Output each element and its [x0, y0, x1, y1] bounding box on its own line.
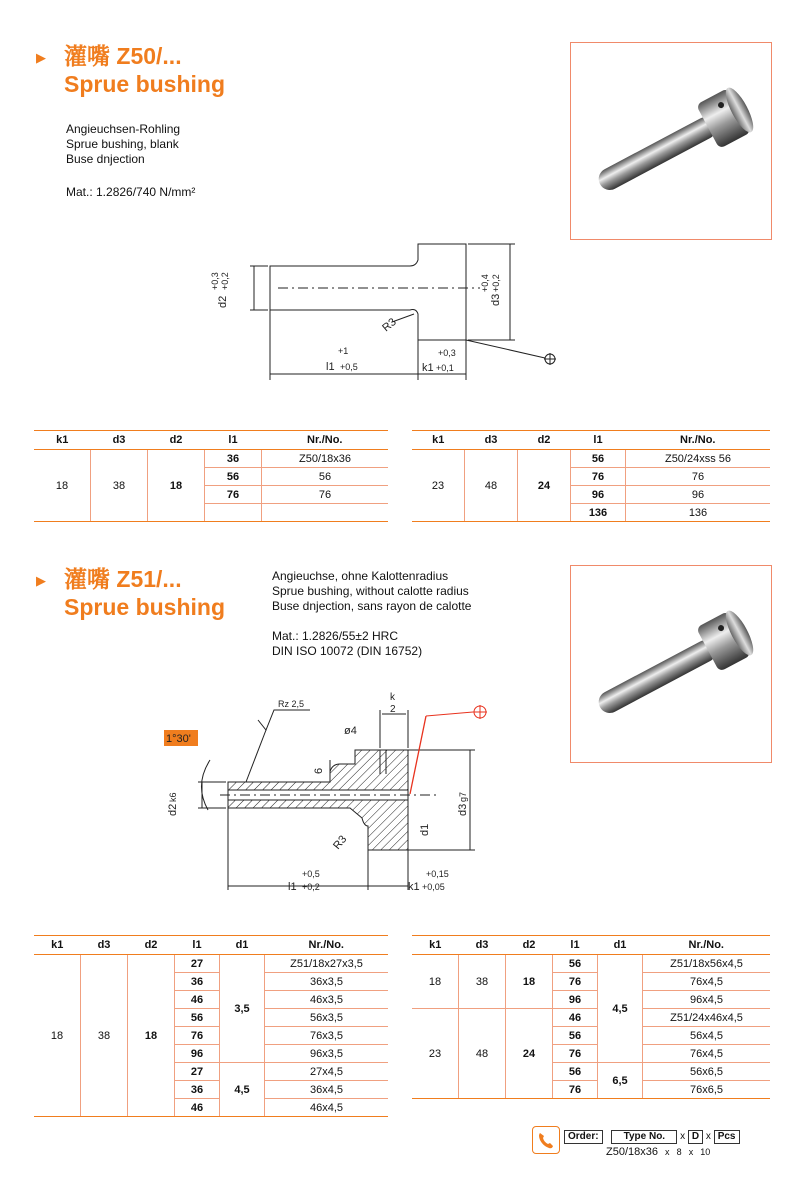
- order-d: D: [688, 1130, 703, 1144]
- dim-d2-tol-bot: +0,2: [220, 272, 230, 290]
- col-d1: d1: [220, 936, 265, 955]
- cell-d2: 18: [128, 955, 175, 1117]
- cell-nr: 36x3,5: [265, 973, 389, 991]
- cell-nr: Z50/18x36: [262, 450, 389, 468]
- technical-drawing-z50: [190, 230, 570, 390]
- dim-d1: d1: [419, 823, 431, 836]
- mat-line: Mat.: 1.2826/55±2 HRC: [272, 629, 398, 643]
- section2-material: [272, 629, 422, 659]
- cell-d1: 6,5: [598, 1063, 643, 1099]
- cell-nr: 76x3,5: [265, 1027, 389, 1045]
- cell-k1: 18: [412, 955, 459, 1009]
- cell-nr: 56x3,5: [265, 1009, 389, 1027]
- col-nr: Nr./No.: [626, 431, 771, 450]
- col-k1: k1: [412, 431, 465, 450]
- order-example-d: 8: [676, 1147, 682, 1157]
- cell-l1: 76: [205, 486, 262, 504]
- order-type-no: Type No.: [611, 1130, 677, 1144]
- section2-title-cn: 灌嘴 Z51/...: [64, 566, 182, 592]
- product-photo-z51: [570, 565, 772, 763]
- col-k1: k1: [412, 936, 459, 955]
- cell-l1: 56: [553, 1063, 598, 1081]
- cell-nr: [262, 504, 389, 522]
- desc-line: Sprue bushing, without calotte radius: [272, 584, 469, 598]
- cell-l1: 56: [571, 450, 626, 468]
- cell-nr: Z51/18x56x4,5: [643, 955, 771, 973]
- cell-nr: 76: [262, 486, 389, 504]
- cell-k1: 23: [412, 450, 465, 522]
- cell-l1: 46: [553, 1009, 598, 1027]
- order-x: x: [665, 1147, 670, 1157]
- cell-d1: 4,5: [220, 1063, 265, 1117]
- cell-nr: 76x6,5: [643, 1081, 771, 1099]
- dim-two: 2: [390, 704, 396, 715]
- cell-l1: 56: [553, 1027, 598, 1045]
- cell-nr: 46x3,5: [265, 991, 389, 1009]
- cell-d2: 24: [506, 1009, 553, 1099]
- dim-d3: d3: [457, 803, 469, 816]
- col-l1: l1: [571, 431, 626, 450]
- dim-d2: d2: [217, 295, 229, 308]
- technical-drawing-z51: [150, 690, 500, 905]
- section2-title-en: Sprue bushing: [64, 594, 225, 620]
- section1-title-cn: 灌嘴 Z50/...: [64, 43, 182, 69]
- col-d2: d2: [518, 431, 571, 450]
- section1-title-en: Sprue bushing: [64, 71, 225, 97]
- order-label: Order:: [564, 1130, 603, 1144]
- col-d2: d2: [506, 936, 553, 955]
- dim-k1-tol-top: +0,15: [426, 869, 449, 879]
- section2-description: [272, 569, 471, 614]
- col-d3: d3: [81, 936, 128, 955]
- dim-d3-tol-top: +0,4: [480, 274, 490, 292]
- cell-k1: 18: [34, 450, 91, 522]
- col-k1: k1: [34, 431, 91, 450]
- table-z51-right: [412, 935, 770, 1099]
- cell-l1: 27: [175, 955, 220, 973]
- col-l1: l1: [205, 431, 262, 450]
- desc-line: Buse dnjection, sans rayon de calotte: [272, 599, 472, 613]
- cell-d2: 18: [506, 955, 553, 1009]
- cell-l1: [205, 504, 262, 522]
- order-example-type: Z50/18x36: [606, 1146, 658, 1158]
- cell-nr: 76x4,5: [643, 1045, 771, 1063]
- phone-order-icon: [532, 1126, 560, 1154]
- cell-nr: 46x4,5: [265, 1099, 389, 1117]
- cell-nr: 96x3,5: [265, 1045, 389, 1063]
- col-k1: k1: [34, 936, 81, 955]
- dim-r3: R3: [380, 316, 399, 335]
- order-x: x: [688, 1147, 694, 1157]
- dim-l1: l1: [326, 361, 335, 373]
- cell-l1: 96: [175, 1045, 220, 1063]
- cell-nr: 76: [626, 468, 771, 486]
- cell-k1: 23: [412, 1009, 459, 1099]
- section1-description: [66, 122, 180, 167]
- col-nr: Nr./No.: [262, 431, 389, 450]
- cell-d3: 48: [459, 1009, 506, 1099]
- dim-k1-tol-bot: +0,05: [422, 882, 445, 892]
- col-d1: d1: [598, 936, 643, 955]
- cell-l1: 136: [571, 504, 626, 522]
- cell-l1: 76: [553, 1045, 598, 1063]
- cell-nr: 96: [626, 486, 771, 504]
- cell-d3: 38: [91, 450, 148, 522]
- table-z50-left: [34, 430, 388, 522]
- cell-l1: 46: [175, 991, 220, 1009]
- dim-k1: k1: [422, 362, 434, 374]
- col-d2: d2: [128, 936, 175, 955]
- dim-k: k: [390, 692, 395, 703]
- dim-phi4: ø4: [344, 725, 357, 737]
- section-marker-icon: ▶: [36, 573, 46, 588]
- cell-d3: 38: [459, 955, 506, 1009]
- desc-line: Angieuchse, ohne Kalottenradius: [272, 569, 449, 583]
- cell-l1: 27: [175, 1063, 220, 1081]
- table-z50-right: [412, 430, 770, 522]
- cell-nr: Z51/18x27x3,5: [265, 955, 389, 973]
- cell-d1: 3,5: [220, 955, 265, 1063]
- col-d3: d3: [459, 936, 506, 955]
- cell-k1: 18: [34, 955, 81, 1117]
- section-marker-icon: ▶: [36, 50, 46, 65]
- cell-l1: 76: [175, 1027, 220, 1045]
- col-nr: Nr./No.: [265, 936, 389, 955]
- col-d2: d2: [148, 431, 205, 450]
- cell-d2: 18: [148, 450, 205, 522]
- cell-nr: 27x4,5: [265, 1063, 389, 1081]
- dim-k1-tol-top: +0,3: [438, 348, 456, 358]
- order-x: x: [705, 1131, 711, 1142]
- section1-material: Mat.: 1.2826/740 N/mm²: [66, 185, 196, 199]
- order-x: x: [680, 1131, 686, 1142]
- cell-l1: 46: [175, 1099, 220, 1117]
- col-nr: Nr./No.: [643, 936, 771, 955]
- dim-d2: d2: [167, 803, 179, 816]
- cell-d3: 48: [465, 450, 518, 522]
- cell-l1: 76: [571, 468, 626, 486]
- desc-line: Buse dnjection: [66, 152, 145, 166]
- col-l1: l1: [553, 936, 598, 955]
- desc-line: Sprue bushing, blank: [66, 137, 179, 151]
- dim-r3: R3: [331, 833, 350, 852]
- col-d3: d3: [91, 431, 148, 450]
- order-example: [606, 1146, 710, 1158]
- cell-nr: 56x6,5: [643, 1063, 771, 1081]
- cell-l1: 56: [175, 1009, 220, 1027]
- order-header: [564, 1130, 740, 1144]
- dim-l1: l1: [288, 881, 297, 893]
- dim-six: 6: [313, 767, 325, 774]
- cell-d2: 24: [518, 450, 571, 522]
- col-d3: d3: [465, 431, 518, 450]
- cell-l1: 76: [553, 973, 598, 991]
- dim-d3: d3: [490, 293, 502, 306]
- cell-l1: 96: [553, 991, 598, 1009]
- cell-nr: Z51/24x46x4,5: [643, 1009, 771, 1027]
- order-example-pcs: 10: [700, 1147, 711, 1157]
- dim-d3-tol-bot: +0,2: [491, 274, 501, 292]
- cell-l1: 96: [571, 486, 626, 504]
- cell-nr: 96x4,5: [643, 991, 771, 1009]
- dim-l1-tol-bot: +0,2: [302, 882, 320, 892]
- cell-d1: 4,5: [598, 955, 643, 1063]
- order-pcs: Pcs: [714, 1130, 740, 1144]
- cell-nr: 36x4,5: [265, 1081, 389, 1099]
- cell-nr: 56: [262, 468, 389, 486]
- cell-nr: 136: [626, 504, 771, 522]
- dim-rz: Rz 2,5: [278, 699, 305, 709]
- cell-d3: 38: [81, 955, 128, 1117]
- dim-k1-tol-bot: +0,1: [436, 363, 454, 373]
- dim-d2-tol-top: +0,3: [210, 272, 220, 290]
- dim-angle: 1°30': [166, 733, 191, 745]
- desc-line: Angieuchsen-Rohling: [66, 122, 181, 136]
- cell-l1: 36: [175, 1081, 220, 1099]
- dim-d3-tol: g7: [458, 791, 468, 802]
- mat-line: DIN ISO 10072 (DIN 16752): [272, 644, 423, 658]
- dim-l1-tol-top: +1: [338, 346, 349, 356]
- cell-l1: 76: [553, 1081, 598, 1099]
- col-l1: l1: [175, 936, 220, 955]
- cell-l1: 36: [175, 973, 220, 991]
- dim-l1-tol-top: +0,5: [302, 869, 320, 879]
- dim-l1-tol-bot: +0,5: [340, 362, 358, 372]
- cell-nr: 56x4,5: [643, 1027, 771, 1045]
- product-photo-z50: [570, 42, 772, 240]
- cell-l1: 56: [205, 468, 262, 486]
- dim-d2-tol: k6: [168, 792, 178, 802]
- dim-k1: k1: [408, 881, 420, 893]
- cell-nr: 76x4,5: [643, 973, 771, 991]
- table-z51-left: [34, 935, 388, 1117]
- cell-l1: 36: [205, 450, 262, 468]
- cell-l1: 56: [553, 955, 598, 973]
- cell-nr: Z50/24xss 56: [626, 450, 771, 468]
